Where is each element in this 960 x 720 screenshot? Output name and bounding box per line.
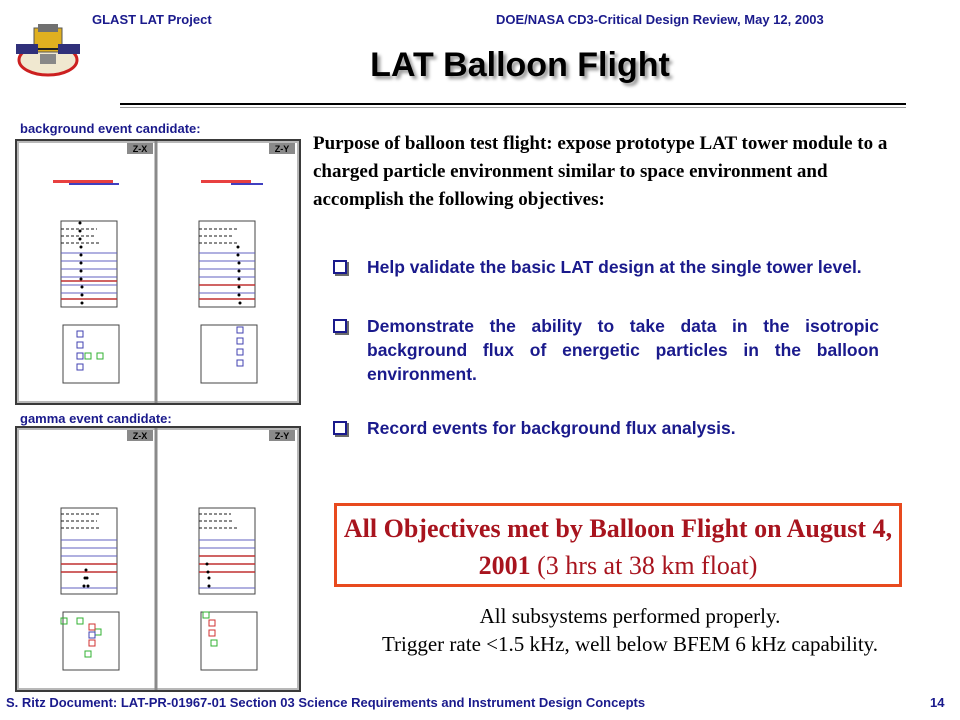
acd-hit-blue bbox=[69, 183, 119, 185]
acd-hit-red bbox=[201, 180, 251, 183]
gamma-event-caption: gamma event candidate: bbox=[20, 411, 172, 426]
zy-view-label: Z-Y bbox=[274, 144, 290, 154]
note-trigger-rate: Trigger rate <1.5 kHz, well below BFEM 6 kHz capability. bbox=[381, 632, 879, 656]
header-project: GLAST LAT Project bbox=[92, 12, 212, 27]
acd-hit-red bbox=[53, 180, 113, 183]
zx-view-label: Z-X bbox=[132, 144, 148, 154]
note-subsystems: All subsystems performed properly. bbox=[479, 604, 781, 628]
footer-document: S. Ritz Document: LAT-PR-01967-01 Section 03 Science Requirements and Instrument Design Concepts bbox=[6, 695, 646, 710]
page-number: 14 bbox=[930, 695, 945, 710]
slide-title: LAT Balloon Flight bbox=[370, 46, 670, 84]
calorimeter-box-zx bbox=[63, 612, 119, 670]
calorimeter-box-zy bbox=[201, 325, 257, 383]
background-event-display bbox=[15, 139, 301, 405]
checkbox-bullet-icon bbox=[333, 421, 347, 435]
header-review: DOE/NASA CD3-Critical Design Review, May 12, 2003 bbox=[496, 12, 824, 27]
objective-item bbox=[333, 255, 879, 279]
purpose-paragraph: Purpose of balloon test flight: expose prototype LAT tower module to a charged particle environment similar to space environment and accomplish the following objectives: bbox=[313, 133, 888, 210]
title-rule bbox=[120, 103, 906, 105]
tracker-box-zy bbox=[199, 221, 255, 307]
objective-text: Record events for background flux analysis. bbox=[367, 418, 736, 438]
gamma-event-display bbox=[15, 426, 301, 692]
objective-text: Help validate the basic LAT design at the single tower level. bbox=[367, 257, 862, 277]
acd-hit-blue bbox=[231, 183, 263, 185]
background-event-caption: background event candidate: bbox=[20, 121, 201, 136]
objective-item bbox=[333, 416, 879, 440]
result-normal-text: (3 hrs at 38 km float) bbox=[530, 551, 758, 580]
objective-item bbox=[333, 314, 879, 386]
zx-view-label: Z-X bbox=[132, 431, 148, 441]
checkbox-bullet-icon bbox=[333, 319, 347, 333]
result-callout bbox=[334, 503, 902, 587]
zy-view-label: Z-Y bbox=[274, 431, 290, 441]
objectives-list bbox=[333, 255, 879, 440]
checkbox-bullet-icon bbox=[333, 260, 347, 274]
tracker-box-zx bbox=[61, 221, 117, 307]
objective-text: Demonstrate the ability to take data in the isotropic background flux of energetic particles in the balloon environment. bbox=[367, 316, 879, 384]
result-bold-text: All Objectives met by Balloon Flight on August 4, 2001 bbox=[343, 514, 893, 580]
title-rule-shadow bbox=[120, 107, 906, 108]
